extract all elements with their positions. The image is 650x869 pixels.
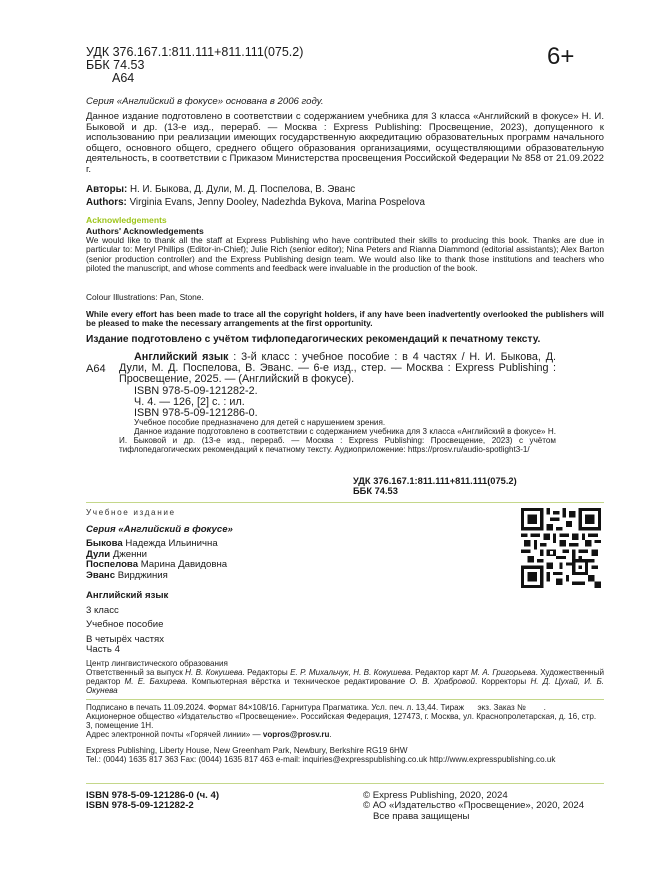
- copyright-notice: While every effort has been made to trace all the copyright holders, if any have been inadvertently overlooked the publishers will be pleased to make the necessary arrangements at the first opportunity.: [86, 309, 604, 329]
- rights-reserved: Все права защищены: [373, 810, 470, 822]
- production-center: Центр лингвистического образования: [86, 659, 228, 668]
- copyright-prosv: © АО «Издательство «Просвещение», 2020, 2024: [363, 800, 585, 812]
- tiflo-note: Издание подготовлено с учётом тифлопедагогических рекомендаций к печатному тексту.: [86, 334, 541, 345]
- isbn-part: ISBN 978-5-09-121286-0 (ч. 4): [86, 790, 220, 801]
- divider: [86, 502, 604, 503]
- catalog-note: Данное издание подготовлено в соответствии с содержанием учебника для 3 класса «Английский в фокусе» Н. И. Быковой и др. (13-е изд., перераб. — Москва : Express Publishing: Просвещение, 2023) с учётом тифлопедагогических рекомендаций к печатному тексту. Аудиоприложение: https://prosv.ru/audio-spotlight3-1/: [119, 427, 556, 454]
- express-address: Express Publishing, Liberty House, New Greenham Park, Newbury, Berkshire RG19 6HW: [86, 746, 408, 755]
- edition-type: Учебное издание: [86, 508, 176, 517]
- publisher-address: Акционерное общество «Издательство «Просвещение». Российская Федерация, 127473, г. Москва, ул. Краснопролетарская, д. 16, стр. 3, помещение 1Н.: [86, 712, 597, 731]
- imprint-authors: [86, 539, 406, 581]
- series-note: Серия «Английский в фокусе» основана в 2006 году.: [86, 96, 324, 107]
- qr-code-icon: [521, 508, 601, 588]
- authors-ru: Авторы: Н. И. Быкова, Д. Дули, М. Д. Поспелова, В. Эванс: [86, 184, 356, 195]
- acknowledgements-text: We would like to thank all the staff at Express Publishing who have contributed their skills to producing this book. Thanks are due in particular to: Meryl Phillips (Editor-in-Chief); Julie Rich (senior editor); Nina Peters and Rianna Diammond (editorial assistants); Alex Barton (senior production controller) and the Express Publishing design team. We would also like to thank those institutions and teachers who piloted the manuscript, and whose comments and feedback were invaluable in the production of the book.: [86, 235, 604, 274]
- udk-code: УДК 376.167.1:811.111+811.111(075.2): [86, 45, 304, 59]
- imprint-series: Серия «Английский в фокусе»: [86, 523, 233, 535]
- authors-en: Authors: Virginia Evans, Jenny Dooley, Nadezhda Bykova, Marina Pospelova: [86, 197, 425, 208]
- catalog-title: Английский язык : 3-й класс : учебное пособие : в 4 частях / Н. И. Быкова, Д. Дули, М. Д. Поспелова, В. Эванс. — 6-е изд., стер. — Москва : Express Publishing : Просвещение, 2025. — (Английский в фокусе).: [119, 351, 556, 386]
- bbk-code: ББК 74.53: [86, 58, 145, 72]
- udk-header: [86, 46, 303, 85]
- hotline: Адрес электронной почты «Горячей линии» — vopros@prosv.ru.: [86, 730, 332, 739]
- imprint-part: Часть 4: [86, 644, 120, 655]
- isbn-set: ISBN 978-5-09-121282-2: [86, 800, 194, 812]
- imprint-author: Поспелова Марина Давидовна: [86, 559, 228, 570]
- catalog-udk: УДК 376.167.1:811.111+811.111(075.2) ББК 74.53: [353, 476, 517, 496]
- express-contacts: Tel.: (0044) 1635 817 363 Fax: (0044) 1635 817 463 e-mail: inquiries@expresspublishing.co.uk http://www.expresspublishing.co.uk: [86, 755, 556, 764]
- catalog-card: [86, 352, 556, 454]
- imprint-subject: Английский язык: [86, 590, 169, 601]
- acknowledgements-title: Acknowledgements: [86, 215, 167, 225]
- catalog-purpose: Учебное пособие предназначено для детей с нарушением зрения.: [134, 418, 386, 428]
- imprint-type: Учебное пособие: [86, 619, 164, 630]
- imprint-author: Эванс Вирджиния: [86, 569, 168, 581]
- age-rating: 6+: [547, 43, 575, 70]
- imprint: [86, 508, 406, 656]
- imprint-grade: 3 класс: [86, 604, 119, 616]
- copyright-block: [363, 791, 584, 822]
- imprint-parts: В четырёх частях: [86, 633, 165, 645]
- authors-acknowledgements-title: Authors' Acknowledgements: [86, 226, 204, 236]
- catalog-part: Ч. 4. — 126, [2] с. : ил.: [134, 395, 245, 408]
- catalog-isbn-set: ISBN 978-5-09-121282-2.: [134, 384, 258, 397]
- divider: [86, 783, 604, 784]
- imprint-author: Дули Дженни: [86, 548, 148, 560]
- catalog-isbn-part: ISBN 978-5-09-121286-0.: [134, 407, 258, 420]
- footer-isbn: [86, 791, 219, 812]
- production-credits: Ответственный за выпуск Н. В. Кокушева. Редакторы Е. Р. Михальчук, Н. В. Кокушева. Редактор карт М. А. Григорьева. Художественный редактор М. Е. Бахирева. Компьютерная вёрстка и техническое редактирование О. В. Храбровой. Корректоры Н. Д. Цухай, И. Б. Окунева: [86, 668, 604, 696]
- author-mark: А64: [112, 71, 135, 85]
- hotline-email[interactable]: vopros@prosv.ru: [262, 730, 330, 739]
- illustrations-credit: Colour Illustrations: Pan, Stone.: [86, 292, 204, 302]
- copyright-express: © Express Publishing, 2020, 2024: [363, 790, 508, 801]
- authors-block: [86, 183, 604, 209]
- divider: [86, 699, 604, 700]
- catalog-code: А64: [86, 363, 106, 375]
- intro-paragraph: Данное издание подготовлено в соответствии с содержанием учебника для 3 класса «Английский в фокусе» Н. И. Быковой и др. (13-е изд., перераб. — Москва : Express Publishing: Просвещение, 2023), допущенного к использованию при реализации имеющих государственную аккредитацию образовательных программ начального общего, основного общего, среднего общего образования организациями, осуществляющими образовательную деятельность, в соответствии с Приказом Министерства просвещения Российской Федерации № 858 от 21.09.2022 г.: [86, 111, 604, 175]
- print-info: Подписано в печать 11.09.2024. Формат 84×108/16. Гарнитура Прагматика. Усл. печ. л. 13,44. Тираж экз. Заказ № .: [86, 703, 546, 712]
- imprint-author: Быкова Надежда Ильинична: [86, 538, 218, 549]
